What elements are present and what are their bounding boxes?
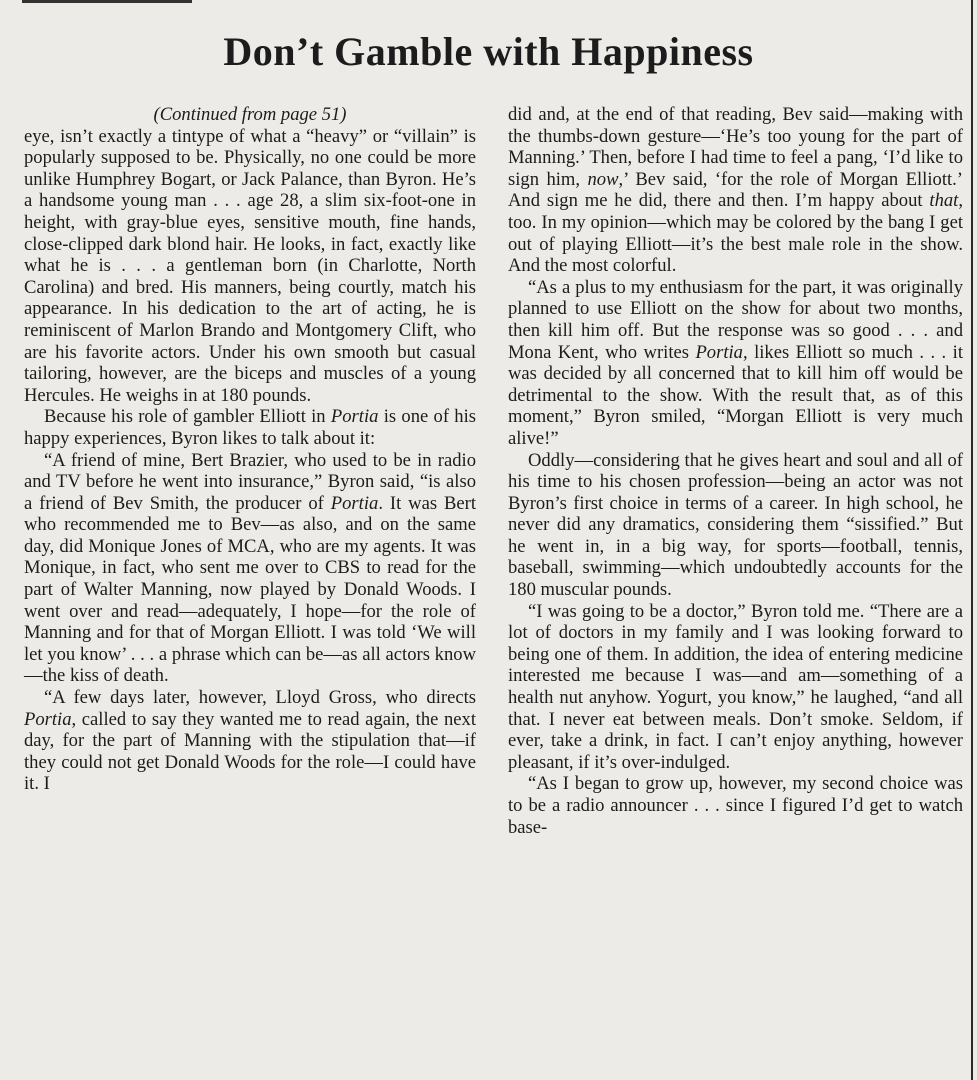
paragraph: “A few days later, however, Lloyd Gross, who directs Portia, called to say they wanted me to read again, the next day, for the part of Manning with the stipulation that—if they could not get Donald Woods for the role—I could have it. I <box>24 687 476 795</box>
paragraph: Because his role of gambler Elliott in Portia is one of his happy experiences, Byron likes to talk about it: <box>24 406 477 449</box>
left-column <box>24 104 476 795</box>
top-rule <box>22 0 192 3</box>
paragraph: “As I began to grow up, however, my second choice was to be a radio announcer . . . since I figured I’d get to watch base- <box>508 773 963 838</box>
paragraph: Oddly—considering that he gives heart and soul and all of his time to his chosen profession—being an actor was not Byron’s first choice in terms of a career. In high school, he never did any dramatics, considering them “sissified.” But he went in, in a big way, for sports—football, tennis, baseball, swimming—which undoubtedly accounts for the 180 muscular pounds. <box>508 449 963 601</box>
right-edge-rule <box>971 0 973 1080</box>
article-title: Don’t Gamble with Happiness <box>223 29 754 74</box>
paragraph: did and, at the end of that reading, Bev said—making with the thumbs-down gesture—‘He’s too young for the part of Manning.’ Then, before I had time to feel a pang, ‘I’d like to sign him, now,’ Bev said, ‘for the role of Morgan Elliott.’ And sign me he did, there and then. I’m happy about that, too. In my opinion—which may be colored by the bang I get out of playing Elliott—it’s the best male role in the show. And the most colorful. <box>508 104 963 277</box>
continued-note: (Continued from page 51) <box>153 104 347 125</box>
right-column <box>508 104 963 838</box>
paragraph: “A friend of mine, Bert Brazier, who used to be in radio and TV before he went into insurance,” Byron said, “is also a friend of Bev Smith, the producer of Portia. It was Bert who recommended me to Bev—as also, and on the same day, did Monique Jones of MCA, who are my agents. It was Monique, in fact, who sent me over to CBS to read for the part of Walter Manning, now played by Donald Woods. I went over and read—adequately, I hope—for the role of Manning and for that of Morgan Elliott. I was told ‘We will let you know’ . . . a phrase which can be—as all actors know—the kiss of death. <box>24 449 476 687</box>
paragraph: eye, isn’t exactly a tintype of what a “heavy” or “villain” is popularly supposed to be. Physically, no one could be more unlike Humphrey Bogart, or Jack Palance, than Byron. He’s a handsome young man . . . age 28, a slim six-foot-one in height, with gray-blue eyes, sensitive mouth, fine hands, close-clipped dark blond hair. He looks, in fact, exactly like what he is . . . a gentleman born (in Charlotte, North Carolina) and bred. His manners, being courtly, match his appearance. In his dedication to the art of acting, he is reminiscent of Marlon Brando and Montgomery Clift, who are his favorite actors. Under his own smooth but casual tailoring, however, are the biceps and muscles of a young Hercules. He weighs in at 180 pounds. <box>24 125 476 406</box>
paragraph: “I was going to be a doctor,” Byron told me. “There are a lot of doctors in my family and I was looking forward to being one of them. In addition, the idea of entering medicine interested me because I was—and am—something of a health nut anyhow. Yogurt, you know,” he laughed, “and all that. I never eat between meals. Don’t smoke. Seldom, if ever, take a drink, in fact. I can’t enjoy anything, however pleasant, if it’s over-indulged. <box>508 600 963 773</box>
paragraph: “As a plus to my enthusiasm for the part, it was originally planned to use Elliott on the show for about two months, then kill him off. But the response was so good . . . and Mona Kent, who writes Portia, likes Elliott so much . . . it was decided by all concerned that to kill him off would be detrimental to the show. With the result that, as of this moment,” Byron smiled, “Morgan Elliott is very much alive!” <box>508 276 963 449</box>
